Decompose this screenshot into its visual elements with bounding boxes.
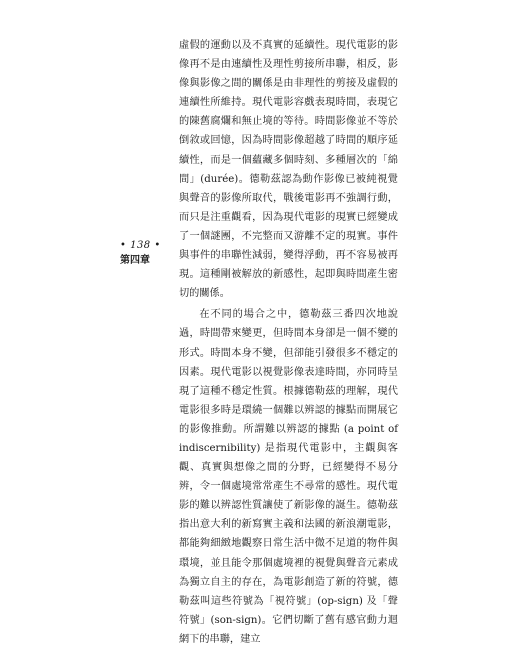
page-margin [120,238,170,268]
body-text [179,36,398,649]
paragraph-1: 虛假的運動以及不真實的延續性。現代電影的影像再不是由連續性及理性剪接所串聯，相反，影像與影像之間的關係是由非理性的剪接及虛假的連續性所維持。現代電影容戲表現時間，表現它的陳舊腐爛和無止境的等待。時間影像並不等於倒敘或回憶，因為時間影像超越了時間的順序延續性，而是一個蘊藏多個時刻、多種層次的「綿間」(durée)。德勒茲認為動作影像已被純視覺與聲音的影像所取代，戰後電影再不強調行動，而只是注重觀看，因為現代電影的現實已經變成了一個謎團，不完整而又游離不定的現實。事件與事件的串聯性減弱，變得浮動，再不容易被再現。這種剛被解放的新感性，起即與時間產生密切的關係。 [179,40,398,300]
page-number: • 138 • [120,240,161,251]
paragraph-2: 在不同的場合之中，德勒茲三番四次地說過，時間帶來變更，但時間本身卻是一個不變的形式。時間本身不變，但卻能引發很多不穩定的因素。現代電影以視覺影像表達時間，亦同時呈現了這種不穩定性質。根據德勒茲的理解，現代電影很多時是環繞一個難以辨認的據點而開展它的影像推動。所謂難以辨認的據點 (a point of indiscernibility) 是指現代電影中，主觀與客觀、真實與想像之間的分野，已經變得不易分辨，令一個處境常常產生不尋常的感性。現代電影的難以辨認性質讓使了新影像的誕生。德勒茲指出意大利的新寫實主義和法國的新浪潮電影，都能夠細緻地觀察日常生活中微不足道的物件與環境，並且能令那個處境裡的視覺與聲音元素成為獨立自主的存在，為電影創造了新的符號，德勒茲叫這些符號為「視符號」(op-sign) 及「聲符號」(son-sign)。它們切斷了舊有感官動力迴網下的串聯，建立 [179,309,398,645]
chapter-label: 第四章 [120,255,150,266]
